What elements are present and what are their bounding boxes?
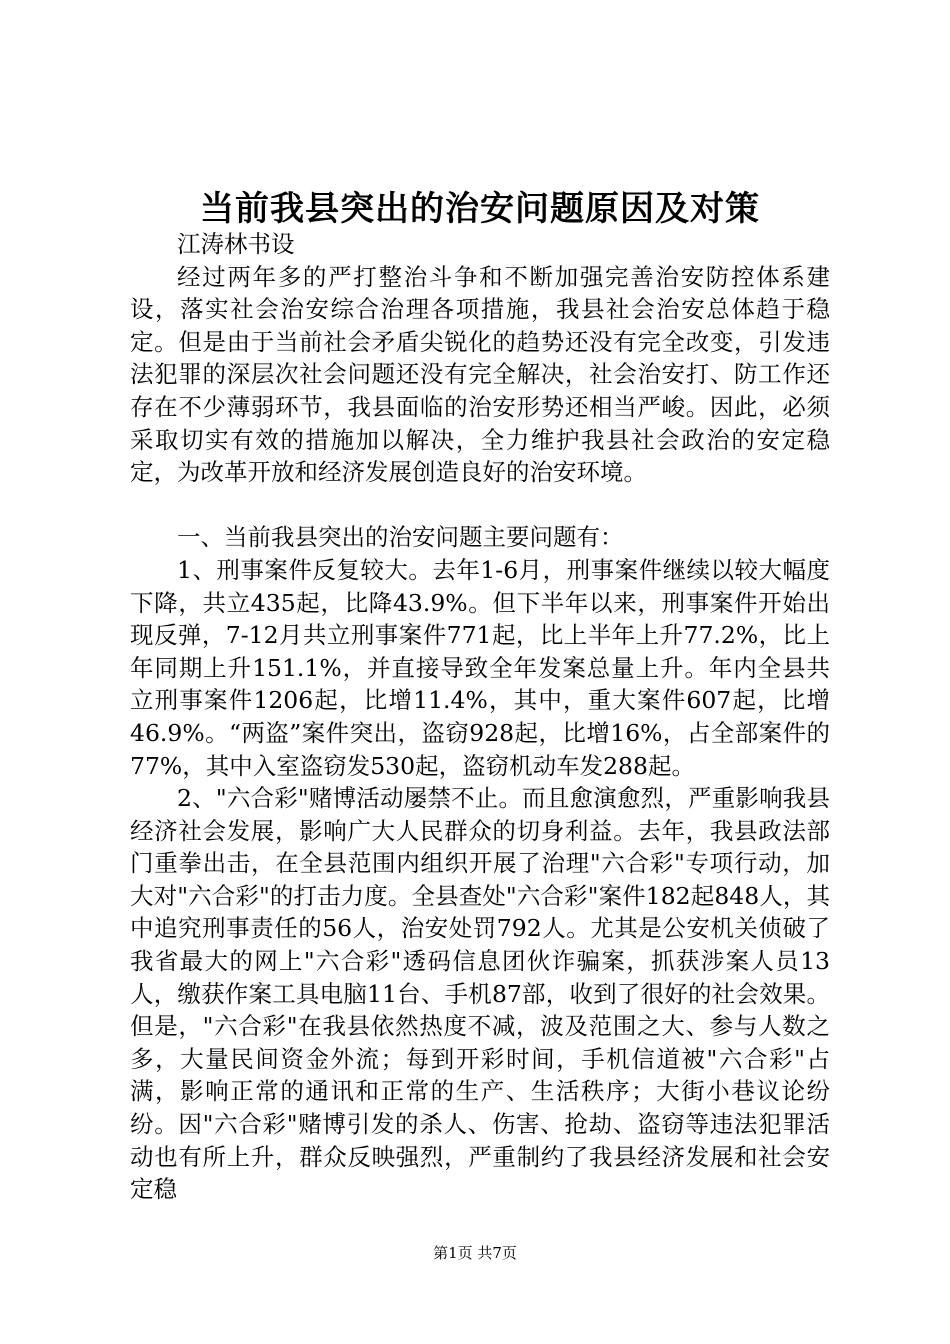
document-body [130, 228, 830, 1206]
page-footer: 第1页 共7页 [433, 1244, 517, 1262]
paragraph-intro: 经过两年多的严打整治斗争和不断加强完善治安防控体系建设，落实社会治安综合治理各项措施，我县社会治安总体趋于稳定。但是由于当前社会矛盾尖锐化的趋势还没有完全改变，引发违法犯罪的深层次社会问题还没有完全解决，社会治安打、防工作还存在不少薄弱环节，我县面临的治安形势还相当严峻。因此，必须采取切实有效的措施加以解决，全力维护我县社会政治的安定稳定，为改革开放和经济发展创造良好的治安环境。 [130, 262, 830, 487]
document-title: 当前我县突出的治安问题原因及对策 [200, 189, 760, 229]
author-line: 江涛林书设 [177, 230, 295, 258]
paragraph-item-1: 1、刑事案件反复较大。去年1-6月，刑事案件继续以较大幅度下降，共立435起，比降43.9%。但下半年以来，刑事案件开始出现反弹，7-12月共立刑事案件771起，比上半年上升77.2%，比上年同期上升151.1%，并直接导致全年发案总量上升。年内全县共立刑事案件1206起，比增11.4%，其中，重大案件607起，比增46.9%。“两盗”案件突出，盗窃928起，比增16%，占全部案件的77%，其中入室盗窃发530起，盗窃机动车发288起。 [130, 555, 830, 780]
section-heading: 一、当前我县突出的治安问题主要问题有： [177, 523, 624, 552]
paragraph-item-2: 2、"六合彩"赌博活动屡禁不止。而且愈演愈烈，严重影响我县经济社会发展，影响广大人民群众的切身利益。去年，我县政法部门重拳出击，在全县范围内组织开展了治理"六合彩"专项行动，加大对"六合彩"的打击力度。全县查处"六合彩"案件182起848人，其中追究刑事责任的56人，治安处罚792人。尤其是公安机关侦破了我省最大的网上"六合彩"透码信息团伙诈骗案，抓获涉案人员13人，缴获作案工具电脑11台、手机87部，收到了很好的社会效果。但是，"六合彩"在我县依然热度不减，波及范围之大、参与人数之多，大量民间资金外流；每到开彩时间，手机信道被"六合彩"占满，影响正常的通讯和正常的生产、生活秩序；大街小巷议论纷纷。因"六合彩"赌博引发的杀人、伤害、抢劫、盗窃等违法犯罪活动也有所上升，群众反映强烈，严重制约了我县经济发展和社会安定稳 [130, 784, 830, 1204]
